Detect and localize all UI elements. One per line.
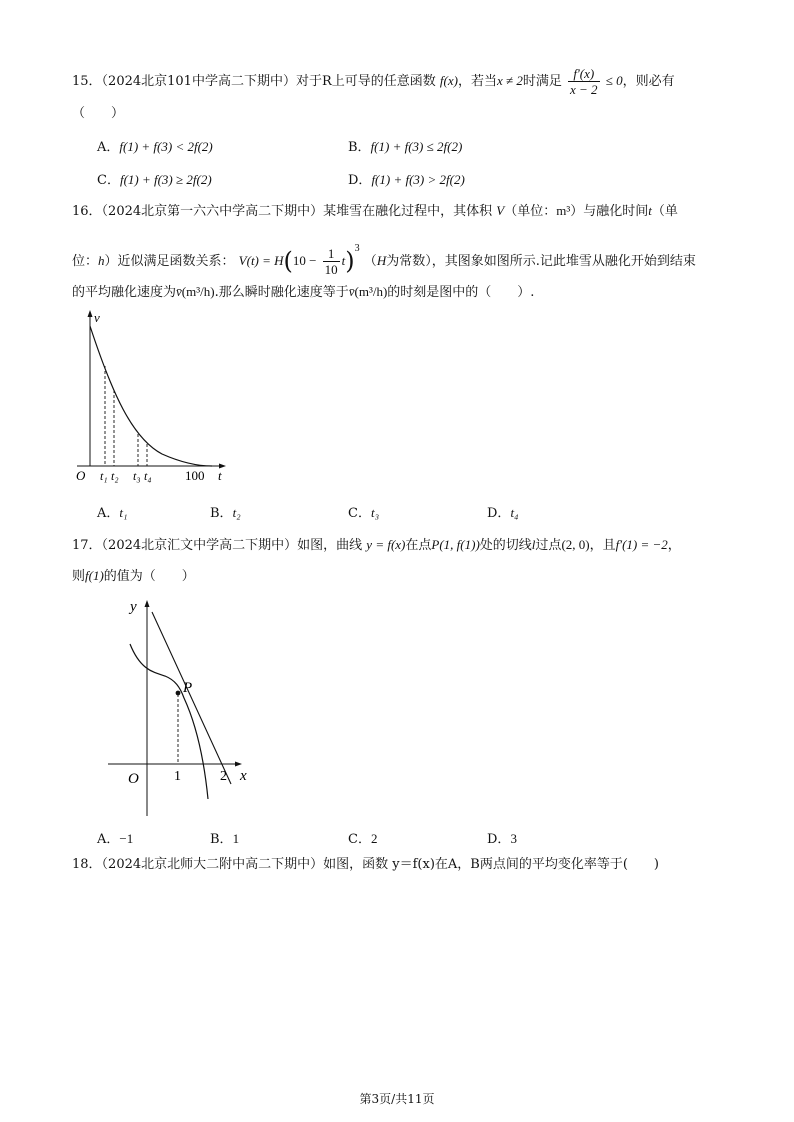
- q16-label-t4: t₄: [144, 469, 152, 483]
- q16-option-a[interactable]: A．t₁: [97, 505, 128, 521]
- q16-label-origin: O: [76, 468, 86, 483]
- q17-label-p: P: [183, 680, 193, 696]
- q17-label-x: x: [240, 768, 247, 784]
- q16-v-arrow: [88, 310, 93, 317]
- q17-y-arrow: [145, 600, 150, 607]
- q17-x-arrow: [235, 762, 242, 767]
- q17-tangent-line: [152, 612, 231, 784]
- q16-label-t2: t₂: [111, 469, 119, 483]
- q16-option-c[interactable]: C．t₃: [348, 505, 380, 521]
- q16-label-v: v: [94, 310, 100, 325]
- q15-answer-paren: （ ）: [72, 106, 125, 121]
- q15-fx: f(x): [439, 73, 458, 88]
- q18-source: （2024北京北师大二附中高二下期中）: [101, 857, 324, 872]
- q16-option-d[interactable]: D．t₄: [487, 505, 519, 521]
- q16-line1: 16．（2024北京第一六六中学高二下期中）某堆雪在融化过程中，其体积 V（单位：m³）与融化时间t（单: [72, 203, 678, 219]
- q17-number: 17．: [72, 538, 102, 553]
- q17-line1: 17．（2024北京汇文中学高二下期中）如图，曲线 y = f(x)在点P(1, f(1))处的切线l过点(2, 0)，且f′(1) = −2，: [72, 537, 681, 553]
- q15-option-b[interactable]: B．f(1) + f(3) ≤ 2f(2): [348, 139, 463, 155]
- q17-label-y: y: [130, 599, 137, 615]
- q15-option-a[interactable]: A．f(1) + f(3) < 2f(2): [97, 139, 213, 155]
- q17-label-origin: O: [128, 771, 139, 787]
- q16-number: 16．: [72, 204, 102, 219]
- q17-option-d[interactable]: D．3: [487, 831, 517, 847]
- q15-number: 15．: [72, 74, 102, 89]
- q17-label-1: 1: [174, 769, 181, 784]
- q16-option-b[interactable]: B．t₂: [210, 505, 241, 521]
- q18-text: 如图，函数 y＝f(x)在A，B两点间的平均变化率等于( ): [323, 857, 659, 872]
- q15-condition: x ≠ 2: [496, 73, 523, 88]
- q17-source: （2024北京汇文中学高二下期中）: [101, 538, 298, 553]
- q17-label-2: 2: [220, 769, 227, 784]
- q16-graph: [72, 308, 242, 490]
- q17-point-p: [176, 691, 181, 696]
- q16-line3: 的平均融化速度为v̄(m³/h).那么瞬时融化速度等于v̄(m³/h)的时刻是图中的（ ）.: [72, 284, 535, 300]
- q16-formula-fraction: $\frac{1}{10}$: [324, 246, 338, 277]
- q16-label-100: 100: [185, 468, 205, 483]
- q15-option-c[interactable]: C．f(1) + f(3) ≥ 2f(2): [97, 172, 212, 188]
- q15-line1: 15．（2024北京101中学高二下期中）对于R上可导的任意函数 f(x)，若当x ≠ 2时满足 $\frac{f'(x)}{x - 2}$ ≤ 0，则必有: [72, 66, 675, 97]
- q16-label-t: t: [218, 468, 222, 483]
- q17-option-c[interactable]: C．2: [348, 831, 378, 847]
- q16-line2: 位：h）近似满足函数关系： V(t) = H(10 − $\frac{1}{10}$ t)$^3$ （H为常数），其图象如图所示.记此堆雪从融化开始到结束: [72, 243, 696, 277]
- q17-option-b[interactable]: B．1: [210, 831, 240, 847]
- q18-number: 18．: [72, 857, 102, 872]
- q16-source: （2024北京第一六六中学高二下期中）: [101, 204, 324, 219]
- q17-line2: 则f(1)的值为（ ）: [72, 568, 195, 584]
- q17-graph: [100, 594, 260, 822]
- q15-option-d[interactable]: D．f(1) + f(3) > 2f(2): [348, 172, 465, 188]
- q16-formula-lhs: V(t) = H: [238, 253, 284, 268]
- q18-line1: [72, 855, 659, 875]
- q17-curve: [130, 644, 208, 799]
- q15-fraction: $\frac{f'(x)}{x - 2}$: [570, 66, 598, 97]
- q16-label-t3: t₃: [133, 469, 141, 483]
- q17-option-a[interactable]: A．−1: [97, 831, 134, 847]
- q15-source: （2024北京101中学高二下期中）: [101, 74, 296, 89]
- page-footer: 第3页/共11页: [359, 1092, 435, 1106]
- q16-label-t1: t₁: [100, 469, 108, 483]
- q16-decay-curve: [90, 326, 212, 466]
